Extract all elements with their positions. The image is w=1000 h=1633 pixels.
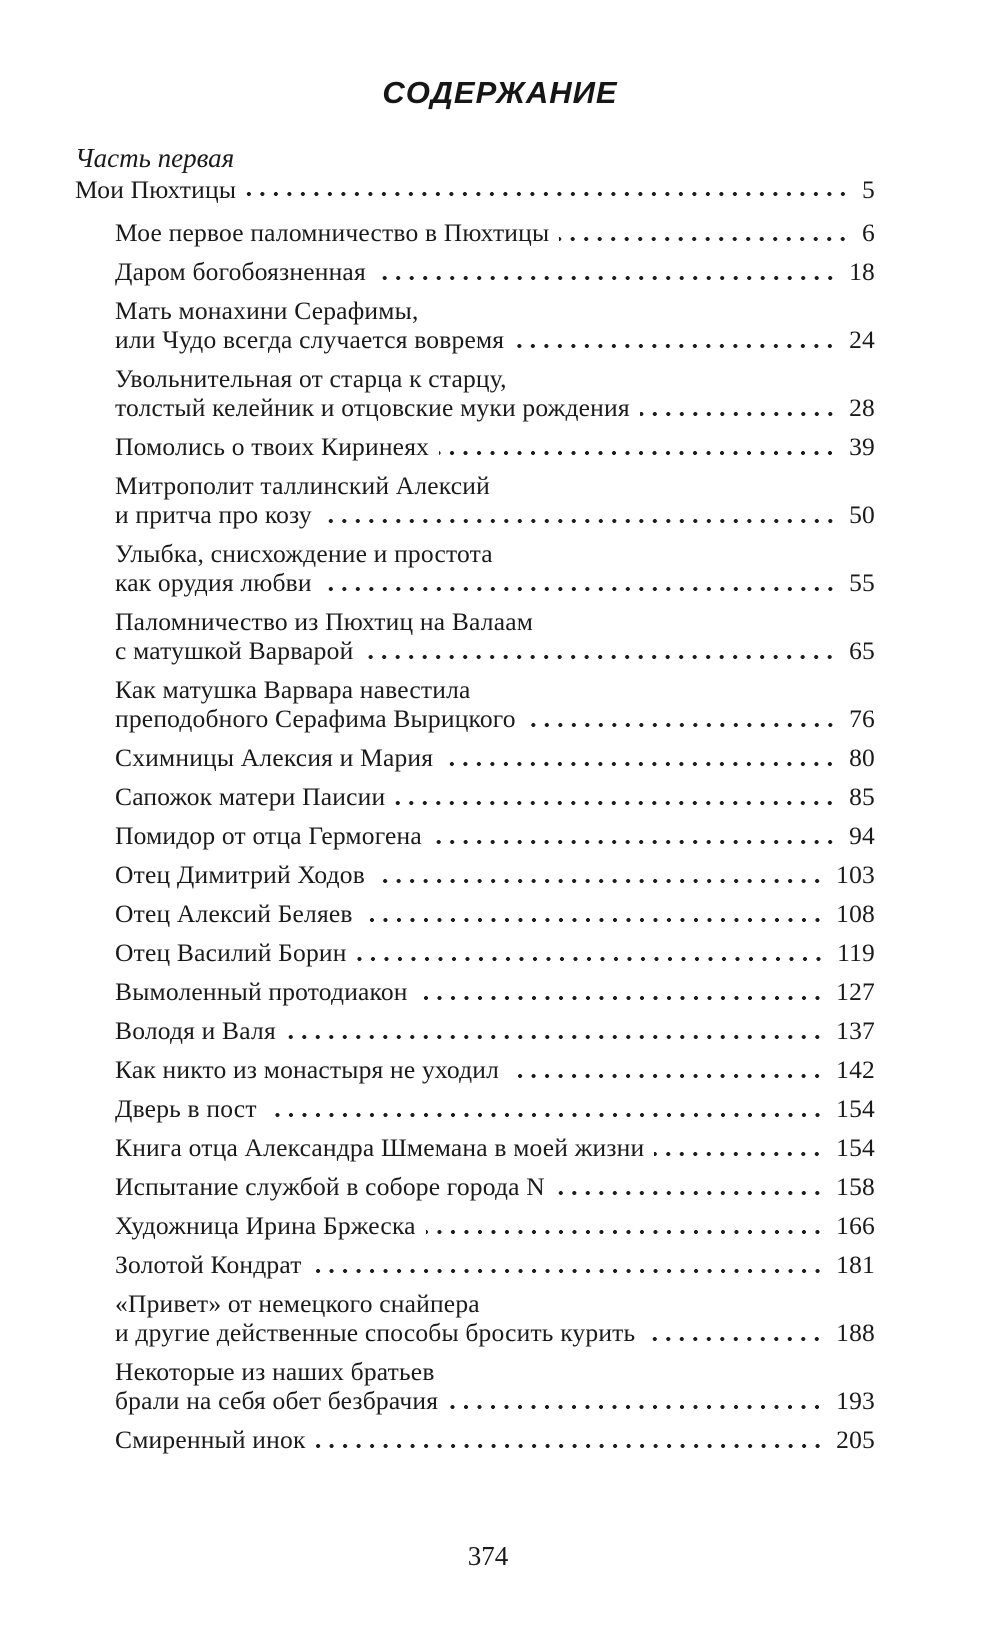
- dot-leader: [322, 586, 841, 592]
- toc-entry-line-last: [115, 1016, 875, 1045]
- toc-entry-page-number: 193: [836, 1386, 875, 1415]
- toc-entry-page-number: 142: [836, 1055, 875, 1084]
- toc-entry-line-last: [115, 1133, 875, 1162]
- toc-entry-line-last: [115, 977, 875, 1006]
- toc-entry-page-number: 137: [836, 1016, 875, 1045]
- toc-entry-line-last: [115, 1318, 875, 1347]
- toc-entry: [115, 1016, 875, 1045]
- toc-entry: [115, 1133, 875, 1162]
- toc-entry: [115, 1055, 875, 1084]
- toc-entry-page-number: 28: [849, 393, 875, 422]
- part-title: Мои Пюхтицы: [75, 175, 237, 204]
- toc-entry-title: Помидор от отца Гермогена: [115, 821, 422, 850]
- toc-entry-line-last: [115, 704, 875, 733]
- toc-entry-line: [115, 364, 875, 393]
- dot-leader: [448, 1404, 828, 1410]
- dot-leader: [645, 1336, 828, 1342]
- toc-entry-title: Сапожок матери Паисии: [115, 782, 386, 811]
- dot-leader: [654, 1151, 828, 1157]
- toc-entry-line-last: [115, 1211, 875, 1240]
- toc-entry-title: Вымоленный протодиакон: [115, 977, 408, 1006]
- toc-entry-page-number: 24: [849, 325, 875, 354]
- toc-entry-title: Даром богобоязненная: [115, 257, 366, 286]
- folio-page-number: 374: [467, 1541, 509, 1571]
- dot-leader: [363, 917, 828, 923]
- toc-entry-title: Увольнительная от старца к старцу,: [115, 364, 507, 393]
- toc-entry-page-number: 76: [849, 704, 875, 733]
- dot-leader: [514, 343, 841, 349]
- toc-entry-line-last: [115, 860, 875, 889]
- toc-entry: [115, 675, 875, 733]
- toc-entry-title: Как матушка Варвара навестила: [115, 675, 471, 704]
- toc-entry: [115, 977, 875, 1006]
- toc-entry-line-last: [115, 432, 875, 461]
- toc-entry-page-number: 119: [837, 938, 875, 967]
- toc-entry-line-last: [115, 821, 875, 850]
- toc-entry-page-number: 50: [849, 500, 875, 529]
- toc-entry-line-last: [115, 1425, 875, 1454]
- toc-entry-title: и притча про козу: [115, 500, 312, 529]
- dot-leader: [559, 236, 854, 242]
- toc-entry-line-last: [115, 500, 875, 529]
- toc-entry-page-number: 181: [836, 1250, 875, 1279]
- toc-entry-line-last: [115, 393, 875, 422]
- toc-entry-title: брали на себя обет безбрачия: [115, 1386, 439, 1415]
- dot-leader: [267, 1112, 828, 1118]
- toc-entry-line-last: [115, 1094, 875, 1123]
- dot-leader: [286, 1034, 828, 1040]
- toc-entry-title: Как никто из монастыря не уходил: [115, 1055, 500, 1084]
- toc-entry: [115, 899, 875, 928]
- toc-entry: [115, 364, 875, 422]
- toc-entry-line-last: [115, 1172, 875, 1201]
- toc-entry-line-last: [115, 899, 875, 928]
- toc-entry-page-number: 85: [849, 782, 875, 811]
- toc-entry-title: Отец Алексий Беляев: [115, 899, 353, 928]
- dot-leader: [432, 839, 841, 845]
- dot-leader: [322, 518, 841, 524]
- toc-entry-page-number: 6: [862, 218, 875, 247]
- toc-entry-title: как орудия любви: [115, 568, 312, 597]
- dot-leader: [312, 1268, 829, 1274]
- toc-entry-line-last: [115, 636, 875, 665]
- toc-entry: [115, 821, 875, 850]
- toc-entry-title: Испытание службой в соборе города N: [115, 1172, 545, 1201]
- toc-entry: [115, 1172, 875, 1201]
- toc-entry-page-number: 80: [849, 743, 875, 772]
- toc-entry-line-last: [115, 218, 875, 247]
- toc-entry-page-number: 154: [836, 1133, 875, 1162]
- toc-entry: [115, 782, 875, 811]
- toc-entry-page-number: 103: [836, 860, 875, 889]
- toc-entry-title: Помолись о твоих Киринеях: [115, 432, 430, 461]
- toc-entry: [115, 432, 875, 461]
- toc-entry-page-number: 127: [836, 977, 875, 1006]
- toc-entry: [115, 539, 875, 597]
- toc-entry-page-number: 108: [836, 899, 875, 928]
- toc-entry-line: [115, 539, 875, 568]
- toc-entry-title: Смиренный инок: [115, 1425, 306, 1454]
- toc-entry-page-number: 55: [849, 568, 875, 597]
- toc-entry-title: Паломничество из Пюхтиц на Валаам: [115, 607, 534, 636]
- toc-entry-page-number: 205: [836, 1425, 875, 1454]
- toc-entry-title: с матушкой Варварой: [115, 636, 354, 665]
- toc-entry-title: Отец Димитрий Ходов: [115, 860, 365, 889]
- toc-entry-title: и другие действенные способы бросить курить: [115, 1318, 636, 1347]
- dot-leader: [363, 654, 841, 660]
- toc-entry: [115, 1357, 875, 1415]
- toc-entry: [115, 938, 875, 967]
- dot-leader: [418, 995, 828, 1001]
- toc-entry-title: толстый келейник и отцовские муки рождения: [115, 393, 630, 422]
- toc-entry-title: Митрополит таллинский Алексий: [115, 471, 490, 500]
- toc-entry-title: Мать монахини Серафимы,: [115, 296, 419, 325]
- toc-entry-title: Улыбка, снисхождение и простота: [115, 539, 493, 568]
- toc-entries: [115, 218, 875, 1454]
- toc-entry-page-number: 154: [836, 1094, 875, 1123]
- toc-entry-line: [115, 1357, 875, 1386]
- toc-entry: [115, 607, 875, 665]
- toc-entry-title: Золотой Кондрат: [115, 1250, 302, 1279]
- toc-entry-line-last: [115, 325, 875, 354]
- toc-entry: [115, 1250, 875, 1279]
- toc-entry-page-number: 158: [836, 1172, 875, 1201]
- toc-entry: [115, 743, 875, 772]
- toc-entry-line-last: [115, 743, 875, 772]
- dot-leader: [509, 1073, 828, 1079]
- dot-leader: [395, 800, 841, 806]
- dot-leader: [439, 450, 841, 456]
- dot-leader: [640, 411, 841, 417]
- dot-leader: [443, 761, 841, 767]
- dot-leader: [426, 1229, 828, 1235]
- toc-entry-title: Книга отца Александра Шмемана в моей жизни: [115, 1133, 645, 1162]
- dot-leader: [375, 878, 828, 884]
- toc-entry-page-number: 39: [849, 432, 875, 461]
- toc-entry: [115, 257, 875, 286]
- dot-leader: [357, 956, 829, 962]
- dot-leader: [246, 191, 854, 197]
- toc-entry-title: преподобного Серафима Вырицкого: [115, 704, 516, 733]
- toc-entry-line-last: [115, 257, 875, 286]
- toc-entry-line-last: [115, 782, 875, 811]
- toc-entry-page-number: 18: [849, 257, 875, 286]
- dot-leader: [555, 1190, 828, 1196]
- toc-entry-title: «Привет» от немецкого снайпера: [115, 1289, 480, 1318]
- part-page-number: 5: [862, 175, 875, 204]
- toc-entry-page-number: 94: [849, 821, 875, 850]
- toc-entry-title: или Чудо всегда случается вовремя: [115, 325, 505, 354]
- toc-entry-line-last: [115, 1250, 875, 1279]
- toc-entry-line-last: [115, 1386, 875, 1415]
- toc-entry: [115, 860, 875, 889]
- toc-entry: [115, 1211, 875, 1240]
- toc-entry-page-number: 65: [849, 636, 875, 665]
- toc-entry-line-last: [115, 938, 875, 967]
- toc-entry-line: [115, 471, 875, 500]
- toc-entry-title: Мое первое паломничество в Пюхтицы: [115, 218, 550, 247]
- dot-leader: [526, 722, 841, 728]
- toc-entry: [115, 1425, 875, 1454]
- toc-entry-page-number: 188: [836, 1318, 875, 1347]
- toc-entry-page-number: 166: [836, 1211, 875, 1240]
- toc-entry-line: [115, 1289, 875, 1318]
- toc-entry-title: Некоторые из наших братьев: [115, 1357, 435, 1386]
- toc-entry: [115, 218, 875, 247]
- toc-entry: [115, 1094, 875, 1123]
- toc-entry-title: Отец Василий Борин: [115, 938, 347, 967]
- toc-entry-title: Схимницы Алексия и Мария: [115, 743, 434, 772]
- dot-leader: [316, 1443, 829, 1449]
- toc-entry-title: Володя и Валя: [115, 1016, 276, 1045]
- part-label: Часть первая: [75, 143, 235, 173]
- page-title: СОДЕРЖАНИЕ: [382, 75, 618, 110]
- toc-entry-line: [115, 607, 875, 636]
- toc-entry: [115, 1289, 875, 1347]
- toc-entry-title: Дверь в пост: [115, 1094, 257, 1123]
- toc-entry-line: [115, 675, 875, 704]
- toc-entry-line: [115, 296, 875, 325]
- toc-entry: [115, 471, 875, 529]
- toc-entry-line-last: [115, 1055, 875, 1084]
- toc-entry-title: Художница Ирина Бржеска: [115, 1211, 416, 1240]
- toc-entry-line-last: [115, 568, 875, 597]
- part-section: [75, 142, 875, 204]
- toc-entry: [115, 296, 875, 354]
- part-title-row: [75, 175, 875, 204]
- dot-leader: [376, 275, 841, 281]
